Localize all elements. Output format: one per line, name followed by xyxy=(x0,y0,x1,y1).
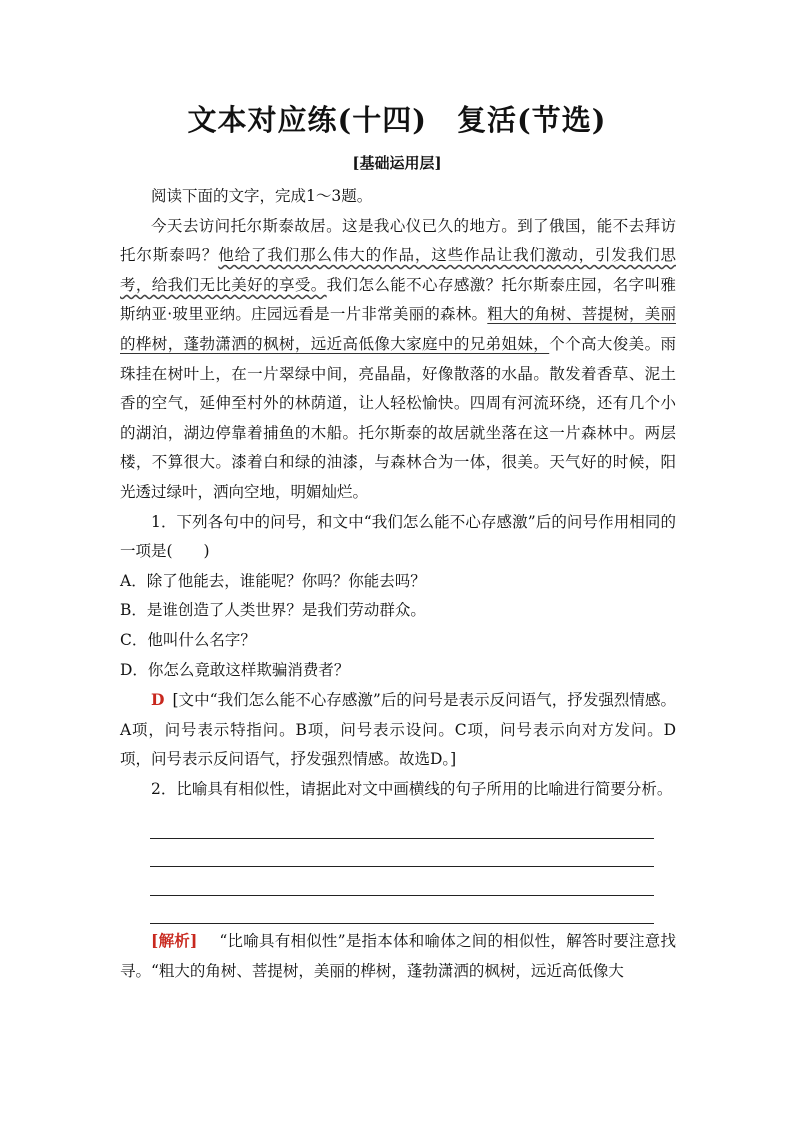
instruction: 阅读下面的文字，完成1～3题。 xyxy=(151,187,373,205)
title-sub: 复活(节选) xyxy=(457,103,607,137)
question-1-option-a: A．除了他能去，谁能呢？你吗？你能去吗？ xyxy=(120,571,426,590)
answer-letter: D xyxy=(151,690,165,710)
question-2-stem: 2．比喻具有相似性，请据此对文中画横线的句子所用的比喻进行简要分析。 xyxy=(151,779,673,798)
content-body xyxy=(120,182,676,987)
answer-line xyxy=(150,896,654,925)
question-1-stem: 1．下列各句中的问号，和文中“我们怎么能不心存感激”后的问号作用相同的一项是( ) xyxy=(120,512,676,561)
passage-underlined-sentence: 粗大的角树、菩提树，美丽的桦树，蓬勃潇洒的枫树，远近高低像大家庭中的兄弟姐妹， xyxy=(120,305,676,353)
answer-line xyxy=(150,839,654,868)
analysis-text: “比喻具有相似性”是指本体和喻体之间的相似性，解答时要注意找寻。“粗大的角树、菩提树，美丽的桦树，蓬勃潇洒的枫树，远近高低像大 xyxy=(120,932,676,981)
title-main: 文本对应练(十四) xyxy=(187,103,427,137)
reading-passage xyxy=(120,212,676,508)
answer-lines xyxy=(120,810,676,924)
answer-explanation: [文中“我们怎么能不心存感激”后的问号是表示反问语气，抒发强烈情感。A项，问号表示特指问。B项，问号表示设问。C项，问号表示向对方发问。D项，问号表示反问语气，抒发强烈情感。故选D。] xyxy=(120,691,676,769)
passage-text-3: 个个高大俊美。雨珠挂在树叶上，在一片翠绿中间，亮晶晶，好像散落的水晶。散发着香草、泥土香的空气，延伸至村外的林荫道，让人轻松愉快。四周有河流环绕，还有几个小的湖泊，湖边停靠着捕鱼的木船。托尔斯泰的故居就坐落在这一片森林中。两层楼，不算很大。漆着白和绿的油漆，与森林合为一体，很美。天气好的时候，阳光透过绿叶，洒向空地，明媚灿烂。 xyxy=(120,334,676,501)
answer-line xyxy=(150,810,654,839)
question-1-option-c: C．他叫什么名字？ xyxy=(120,630,256,649)
passage-text-1: 今天去访问托尔斯泰故居。这是我心仪已久的地方。到了俄国，能不去拜访托尔斯泰吗？ xyxy=(120,216,676,265)
answer-line xyxy=(150,867,654,896)
analysis-label: [解析] xyxy=(151,931,198,951)
passage-wavy-text: 他给了我们那么伟大的作品，这些作品让我们激动，引发我们思考，给我们无比美好的享受。 xyxy=(120,246,676,294)
question-1-option-b: B．是谁创造了人类世界？是我们劳动群众。 xyxy=(120,601,426,620)
passage-text-2: 我们怎么能不心存感激？托尔斯泰庄园，名字叫雅斯纳亚·玻里亚纳。庄园远看是一片非常美丽的森林。 xyxy=(120,275,676,324)
question-1-option-d: D．你怎么竟敢这样欺骗消费者？ xyxy=(120,660,350,679)
question-1-answer xyxy=(120,685,676,775)
question-2-analysis xyxy=(120,926,676,986)
page-title xyxy=(0,98,794,139)
section-heading: [基础运用层] xyxy=(352,154,442,172)
